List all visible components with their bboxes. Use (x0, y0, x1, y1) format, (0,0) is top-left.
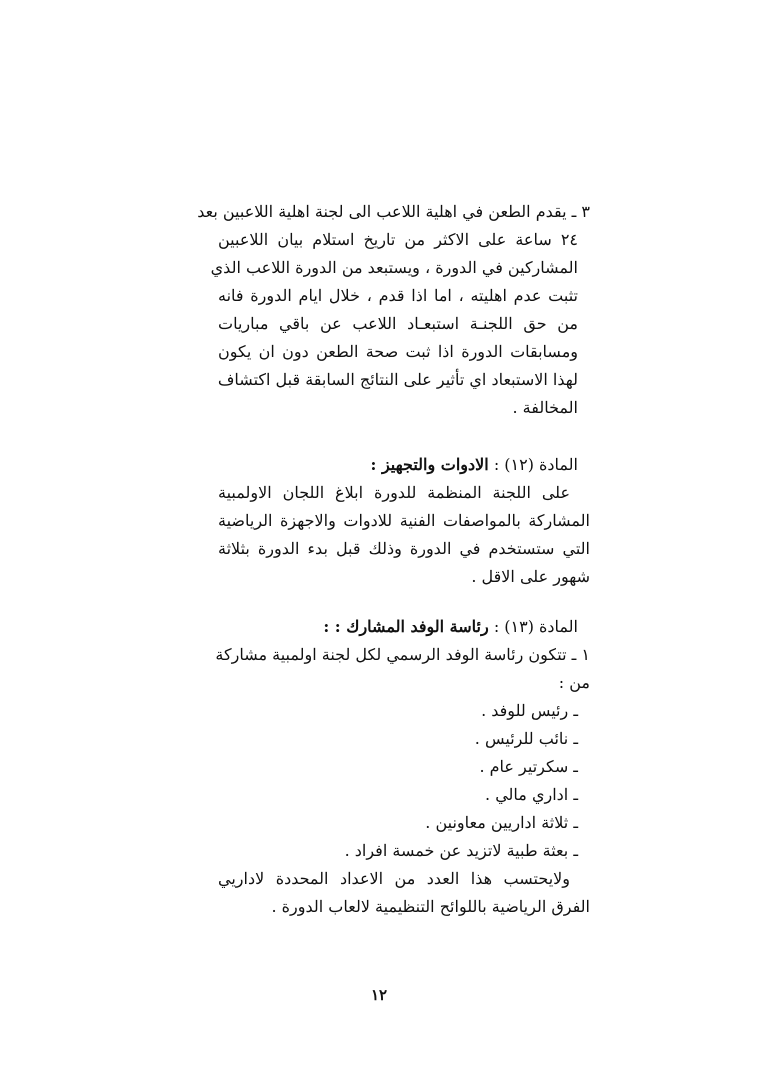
list-item: ـ سكرتير عام . (479, 757, 578, 776)
article-13-closing-line: ولايحتسب هذا العدد من الاعداد المحددة لاداريي (218, 869, 570, 888)
article-12-line: المشاركة بالمواصفات الفنية للادوات والاجهزة الرياضية (218, 511, 590, 530)
article-13-line: ١ ـ تتكون رئاسة الوفد الرسمي لكل لجنة اولمبية مشاركة (215, 645, 590, 664)
article-number: المادة (١٣) : (493, 617, 578, 636)
list-item: ـ نائب للرئيس . (474, 729, 578, 748)
article-number: المادة (١٢) : (493, 455, 578, 474)
article-title: رئاسة الوفد المشارك : : (323, 617, 489, 636)
clause-3-line: تثبت عدم اهليته ، اما اذا قدم ، خلال ايام الدورة فانه (218, 286, 578, 305)
article-13-line: من : (558, 673, 590, 692)
clause-3-line: المشاركين في الدورة ، ويستبعد من الدورة اللاعب الذي (210, 258, 578, 277)
article-title: الادوات والتجهيز : (370, 455, 489, 474)
article-13-closing-line: الفرق الرياضية باللوائح التنظيمية لالعاب الدورة . (271, 897, 590, 916)
page-number: ١٢ (370, 986, 388, 1004)
clause-3-line: المخالفة . (512, 398, 578, 417)
clause-3-line: ٣ ـ يقدم الطعن في اهلية اللاعب الى لجنة اهلية اللاعبين بعد (197, 202, 590, 221)
list-item: ـ ثلاثة اداريين معاونين . (425, 813, 578, 832)
clause-3-line: لهذا الاستبعاد اي تأثير على النتائج السابقة قبل اكتشاف (217, 370, 578, 389)
clause-3-line: من حق اللجنـة استبعـاد اللاعب عن باقي مباريات (218, 314, 579, 333)
article-12-line: على اللجنة المنظمة للدورة ابلاغ اللجان الاولمبية (218, 483, 570, 502)
list-item: ـ اداري مالي . (485, 785, 578, 804)
list-item: ـ بعثة طبية لاتزيد عن خمسة افراد . (344, 841, 578, 860)
clause-3-line: ٢٤ ساعة على الاكثر من تاريخ استلام بيان اللاعبين (218, 230, 578, 249)
list-item: ـ رئيس للوفد . (481, 701, 578, 720)
article-12-line: التي ستستخدم في الدورة وذلك قبل بدء الدورة بثلاثة (218, 539, 590, 558)
clause-3-line: ومسابقات الدورة اذا ثبت صحة الطعن دون ان يكون (218, 342, 578, 361)
article-13-heading (323, 613, 578, 641)
article-12-line: شهور على الاقل . (471, 567, 590, 586)
article-12-heading (371, 451, 579, 479)
